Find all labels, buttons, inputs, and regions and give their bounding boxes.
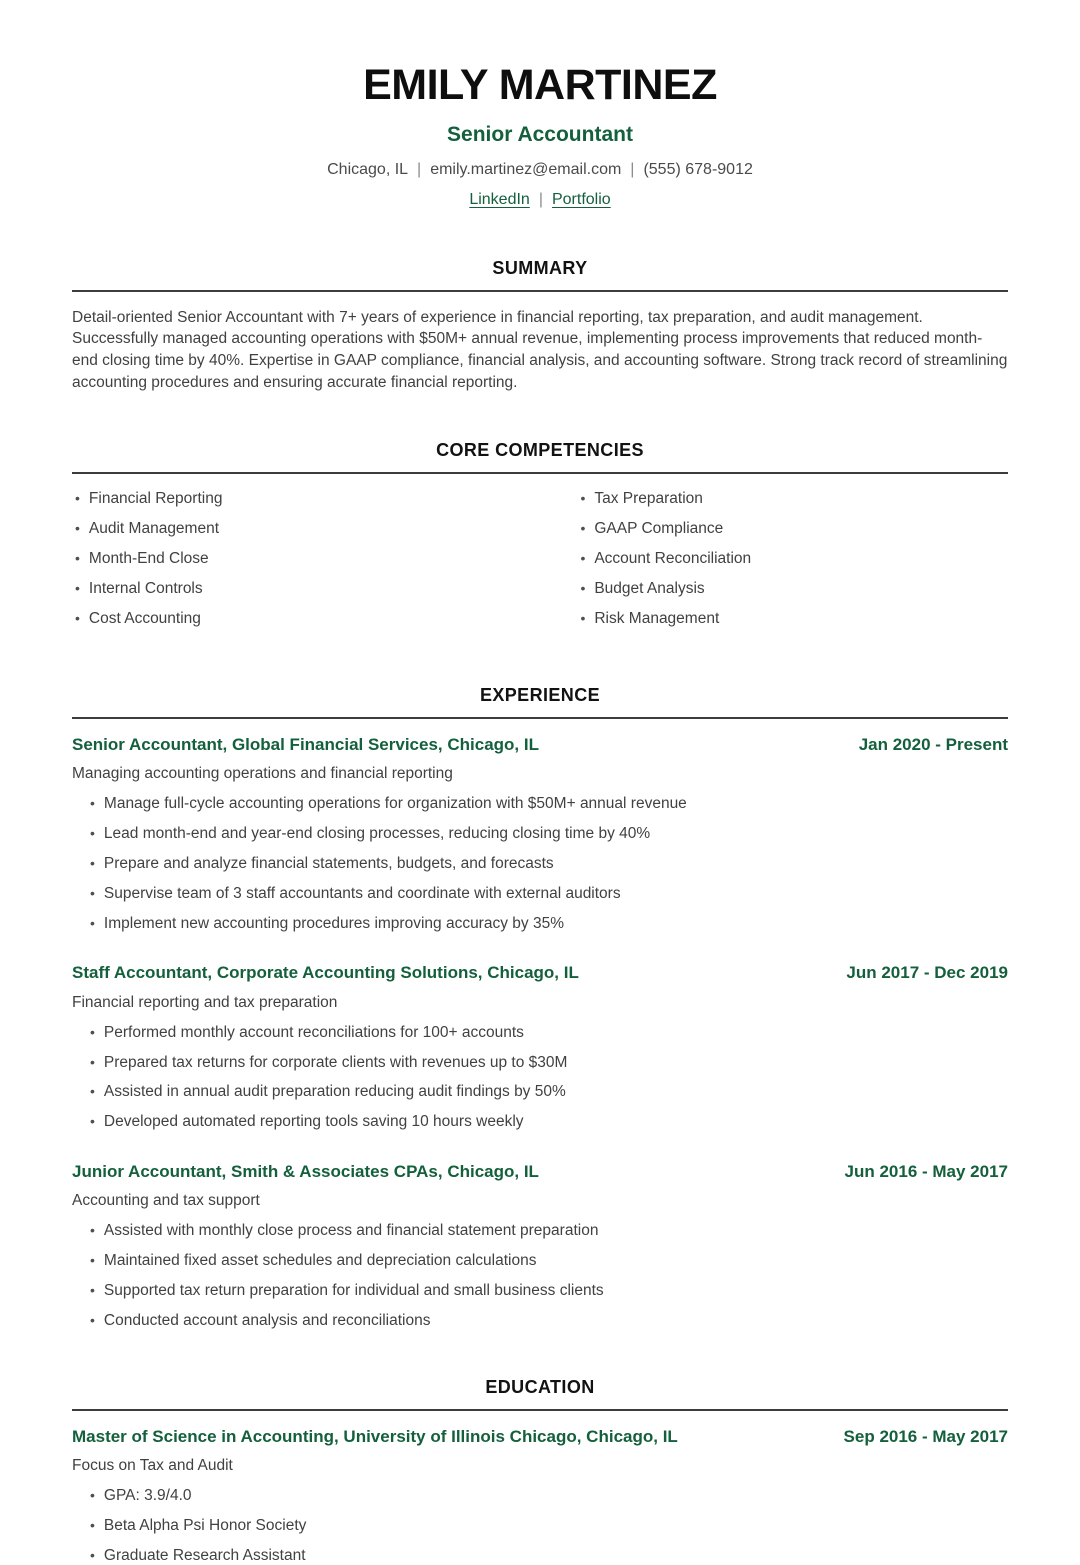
competency-item bbox=[580, 519, 1008, 538]
entry-dates: Sep 2016 - May 2017 bbox=[843, 1426, 1008, 1446]
bullet-icon: • bbox=[75, 579, 80, 596]
entry-bullet-item bbox=[90, 884, 1008, 903]
entry-header bbox=[72, 962, 1008, 983]
section-divider bbox=[72, 472, 1008, 474]
competency-item bbox=[75, 549, 577, 568]
entry-bullet-text: Developed automated reporting tools saving 10 hours weekly bbox=[103, 1113, 524, 1131]
resume-header bbox=[72, 62, 1008, 211]
entry-bullet-text: Graduate Research Assistant bbox=[103, 1546, 306, 1564]
entry-subtitle: Financial reporting and tax preparation bbox=[72, 993, 338, 1011]
candidate-title: Senior Accountant bbox=[447, 123, 633, 147]
entry-title: Master of Science in Accounting, University of Illinois Chicago, Chicago, IL bbox=[72, 1426, 678, 1446]
portfolio-link[interactable]: Portfolio bbox=[551, 191, 611, 209]
bullet-icon: • bbox=[90, 1487, 95, 1504]
resume-entry bbox=[72, 1161, 1008, 1330]
entry-dates: Jun 2016 - May 2017 bbox=[844, 1161, 1008, 1181]
bullet-icon: • bbox=[90, 1546, 95, 1563]
contact-line bbox=[72, 160, 1008, 181]
entry-bullets bbox=[72, 794, 1008, 933]
candidate-name: EMILY MARTINEZ bbox=[363, 61, 717, 109]
competency-item bbox=[75, 579, 577, 598]
entry-bullet-item bbox=[90, 794, 1008, 813]
entry-header bbox=[72, 1426, 1008, 1447]
links-separator: | bbox=[538, 191, 543, 209]
entry-bullet-item bbox=[90, 1546, 1008, 1565]
education-heading: EDUCATION bbox=[485, 1377, 595, 1398]
bullet-icon: • bbox=[90, 1053, 95, 1070]
bullet-icon: • bbox=[75, 519, 80, 536]
competency-item bbox=[580, 609, 1008, 628]
bullet-icon: • bbox=[90, 885, 95, 901]
entry-bullet-text: GPA: 3.9/4.0 bbox=[103, 1487, 192, 1505]
entry-bullet-text: Assisted in annual audit preparation reducing audit findings by 50% bbox=[103, 1083, 566, 1101]
bullet-icon: • bbox=[90, 1516, 95, 1533]
entry-dates: Jun 2017 - Dec 2019 bbox=[846, 963, 1008, 983]
competency-item bbox=[75, 489, 577, 508]
competency-item bbox=[580, 549, 1008, 568]
competencies-left-column bbox=[72, 489, 577, 638]
entry-bullet-text: Beta Alpha Psi Honor Society bbox=[103, 1516, 307, 1534]
bullet-icon: • bbox=[90, 855, 95, 872]
competency-label: Internal Controls bbox=[88, 579, 203, 597]
entry-bullet-item bbox=[90, 1311, 1008, 1330]
competency-label: Tax Preparation bbox=[594, 490, 703, 508]
section-divider bbox=[72, 717, 1008, 719]
entry-header bbox=[72, 734, 1008, 755]
entry-bullet-item bbox=[90, 1053, 1008, 1072]
entry-bullet-item bbox=[90, 1251, 1008, 1270]
entry-bullet-item bbox=[90, 1221, 1008, 1240]
bullet-icon: • bbox=[580, 519, 586, 536]
competency-item bbox=[75, 519, 577, 538]
entry-bullet-text: Maintained fixed asset schedules and depreciation calculations bbox=[103, 1251, 537, 1269]
competencies-right-column bbox=[577, 489, 1008, 638]
entry-bullet-item bbox=[90, 1516, 1008, 1535]
competency-label: Cost Accounting bbox=[88, 609, 201, 627]
entry-bullet-text: Prepare and analyze financial statements, budgets, and forecasts bbox=[103, 855, 554, 873]
bullet-icon: • bbox=[75, 609, 80, 626]
bullet-icon: • bbox=[90, 1251, 95, 1268]
entry-bullet-item bbox=[90, 914, 1008, 933]
bullet-icon: • bbox=[90, 795, 95, 812]
entry-bullet-text: Supervise team of 3 staff accountants and coordinate with external auditors bbox=[103, 885, 621, 902]
bullet-icon: • bbox=[90, 1023, 95, 1040]
entry-subtitle: Focus on Tax and Audit bbox=[72, 1456, 233, 1474]
competency-item bbox=[580, 579, 1008, 598]
competency-item bbox=[75, 609, 577, 628]
bullet-icon: • bbox=[90, 1083, 95, 1100]
entry-subtitle: Managing accounting operations and financial reporting bbox=[72, 765, 453, 783]
bullet-icon: • bbox=[90, 1222, 95, 1239]
bullet-icon: • bbox=[90, 1281, 95, 1298]
linkedin-link[interactable]: LinkedIn bbox=[469, 191, 530, 209]
entry-subtitle: Accounting and tax support bbox=[72, 1191, 260, 1209]
entry-bullet-text: Lead month-end and year-end closing processes, reducing closing time by 40% bbox=[103, 825, 651, 843]
section-summary bbox=[72, 258, 1008, 393]
entry-bullet-text: Performed monthly account reconciliations for 100+ accounts bbox=[103, 1023, 524, 1041]
bullet-icon: • bbox=[90, 825, 95, 842]
resume-entry bbox=[72, 734, 1008, 933]
contact-separator: | bbox=[417, 161, 422, 179]
competency-label: Financial Reporting bbox=[88, 490, 223, 508]
entry-dates: Jan 2020 - Present bbox=[858, 734, 1008, 754]
entry-bullet-text: Prepared tax returns for corporate clients with revenues up to $30M bbox=[103, 1053, 568, 1071]
section-experience bbox=[72, 685, 1008, 1330]
entry-title: Junior Accountant, Smith & Associates CPAs, Chicago, IL bbox=[72, 1161, 539, 1181]
entry-bullet-item bbox=[90, 1082, 1008, 1101]
entry-bullets bbox=[72, 1023, 1008, 1132]
entry-bullet-item bbox=[90, 824, 1008, 843]
competency-label: GAAP Compliance bbox=[594, 519, 724, 537]
resume-entry bbox=[72, 962, 1008, 1131]
entry-title: Senior Accountant, Global Financial Services, Chicago, IL bbox=[72, 734, 539, 754]
entry-bullet-item bbox=[90, 854, 1008, 873]
summary-heading: SUMMARY bbox=[492, 258, 588, 279]
links-line bbox=[72, 190, 1008, 211]
experience-entries bbox=[72, 734, 1008, 1330]
competency-label: Budget Analysis bbox=[594, 579, 705, 597]
education-entries bbox=[72, 1426, 1008, 1565]
competency-label: Audit Management bbox=[88, 519, 220, 537]
entry-bullet-text: Manage full-cycle accounting operations for organization with $50M+ annual revenue bbox=[103, 795, 687, 813]
bullet-icon: • bbox=[90, 1113, 95, 1130]
bullet-icon: • bbox=[580, 579, 586, 596]
bullet-icon: • bbox=[90, 914, 95, 931]
entry-bullets bbox=[72, 1486, 1008, 1565]
bullet-icon: • bbox=[580, 549, 586, 566]
contact-phone: (555) 678-9012 bbox=[643, 161, 753, 179]
core-competencies-heading: CORE COMPETENCIES bbox=[436, 440, 644, 461]
competencies-grid bbox=[72, 489, 1008, 638]
entry-bullet-item bbox=[90, 1486, 1008, 1505]
section-education bbox=[72, 1377, 1008, 1565]
bullet-icon: • bbox=[580, 490, 586, 507]
entry-bullet-item bbox=[90, 1023, 1008, 1042]
summary-text: Detail-oriented Senior Accountant with 7+ years of experience in financial reporting, tax preparation, and audit management. Successfully managed accounting operations with $50M+ annual revenue, implementing process improvements that reduced month-end closing time by 40%. Expertise in GAAP compliance, financial analysis, and accounting software. Strong track record of streamlining accounting procedures and ensuring accurate financial reporting. bbox=[72, 308, 1008, 391]
entry-bullet-text: Implement new accounting procedures improving accuracy by 35% bbox=[103, 914, 564, 932]
bullet-icon: • bbox=[75, 549, 80, 566]
entry-header bbox=[72, 1161, 1008, 1182]
section-divider bbox=[72, 290, 1008, 292]
section-core-competencies bbox=[72, 440, 1008, 638]
entry-title: Staff Accountant, Corporate Accounting Solutions, Chicago, IL bbox=[72, 963, 579, 983]
competency-label: Month-End Close bbox=[88, 549, 209, 567]
contact-location: Chicago, IL bbox=[327, 161, 409, 179]
entry-bullet-text: Supported tax return preparation for individual and small business clients bbox=[103, 1281, 604, 1299]
entry-bullets bbox=[72, 1221, 1008, 1330]
bullet-icon: • bbox=[580, 609, 586, 626]
competency-label: Risk Management bbox=[594, 609, 720, 627]
entry-bullet-text: Conducted account analysis and reconciliations bbox=[103, 1311, 431, 1329]
competency-label: Account Reconciliation bbox=[594, 549, 752, 567]
entry-bullet-item bbox=[90, 1281, 1008, 1300]
bullet-icon: • bbox=[90, 1311, 95, 1328]
resume-entry bbox=[72, 1426, 1008, 1565]
entry-bullet-text: Assisted with monthly close process and financial statement preparation bbox=[103, 1222, 599, 1240]
section-divider bbox=[72, 1409, 1008, 1411]
entry-bullet-item bbox=[90, 1112, 1008, 1131]
competency-item bbox=[580, 489, 1008, 508]
contact-separator: | bbox=[630, 161, 635, 179]
bullet-icon: • bbox=[75, 490, 80, 507]
experience-heading: EXPERIENCE bbox=[479, 685, 601, 706]
contact-email: emily.martinez@email.com bbox=[430, 161, 622, 179]
